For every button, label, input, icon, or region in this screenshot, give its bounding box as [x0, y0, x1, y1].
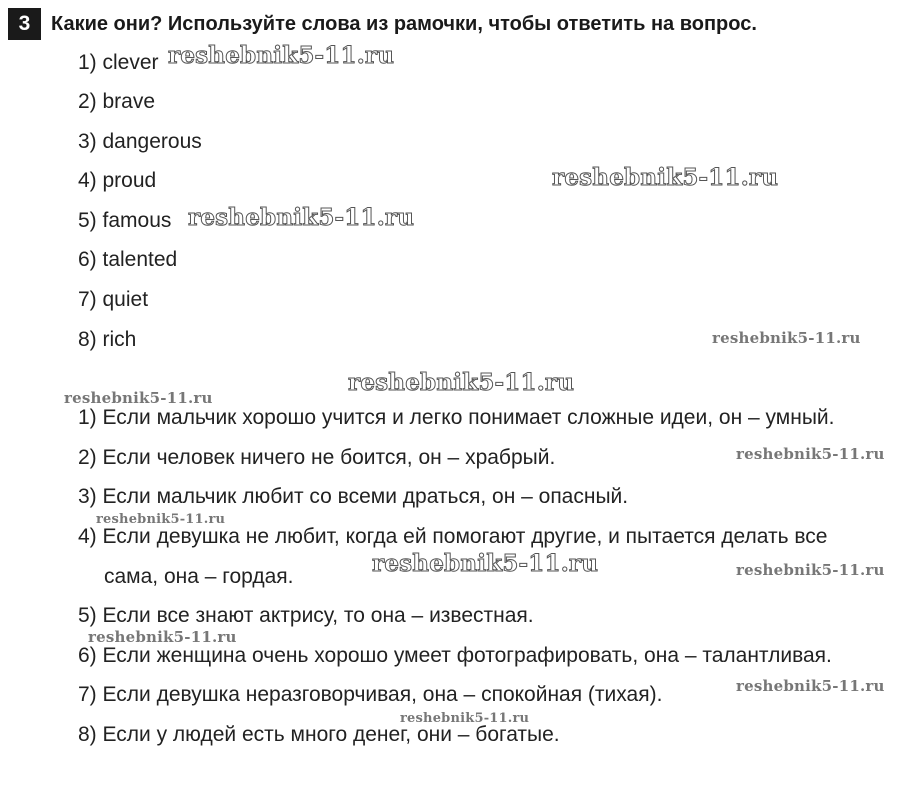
- answer-sentence: 6) Если женщина очень хорошо умеет фотографировать, она – талантливая.: [78, 644, 832, 667]
- answer-sentence: 1) Если мальчик хорошо учится и легко понимает сложные идеи, он – умный.: [78, 406, 835, 429]
- answer-sentence-continuation: сама, она – гордая.: [104, 565, 294, 588]
- word-item: 1) clever: [78, 51, 159, 74]
- watermark: reshebnik5-11.ru: [168, 42, 395, 69]
- watermark: reshebnik5-11.ru: [736, 561, 885, 579]
- watermark: reshebnik5-11.ru: [736, 445, 885, 463]
- watermark: reshebnik5-11.ru: [400, 711, 530, 726]
- watermark: reshebnik5-11.ru: [736, 677, 885, 695]
- watermark: reshebnik5-11.ru: [372, 550, 599, 577]
- watermark: reshebnik5-11.ru: [712, 329, 861, 347]
- answer-sentence: 4) Если девушка не любит, когда ей помогают другие, и пытается делать все: [78, 525, 828, 548]
- watermark: reshebnik5-11.ru: [188, 204, 415, 231]
- task-title: Какие они? Используйте слова из рамочки, чтобы ответить на вопрос.: [51, 12, 757, 35]
- watermark: reshebnik5-11.ru: [88, 628, 237, 646]
- answer-sentence: 5) Если все знают актрису, то она – известная.: [78, 604, 534, 627]
- word-item: 6) talented: [78, 248, 178, 271]
- word-item: 7) quiet: [78, 288, 149, 311]
- word-item: 5) famous: [78, 209, 172, 232]
- word-item: 3) dangerous: [78, 130, 202, 153]
- answer-sentence: 8) Если у людей есть много денег, они – богатые.: [78, 723, 560, 746]
- word-item: 8) rich: [78, 328, 137, 351]
- word-item: 4) proud: [78, 169, 157, 192]
- watermark: reshebnik5-11.ru: [64, 389, 213, 407]
- task-header: [8, 8, 757, 40]
- watermark: reshebnik5-11.ru: [552, 164, 779, 191]
- task-number-badge: 3: [8, 8, 41, 40]
- watermark: reshebnik5-11.ru: [96, 512, 226, 527]
- watermark: reshebnik5-11.ru: [348, 369, 575, 396]
- answer-sentence: 3) Если мальчик любит со всеми драться, он – опасный.: [78, 485, 629, 508]
- answer-sentence: 2) Если человек ничего не боится, он – храбрый.: [78, 446, 556, 469]
- word-item: 2) brave: [78, 90, 156, 113]
- answer-sentence: 7) Если девушка неразговорчивая, она – спокойная (тихая).: [78, 683, 663, 706]
